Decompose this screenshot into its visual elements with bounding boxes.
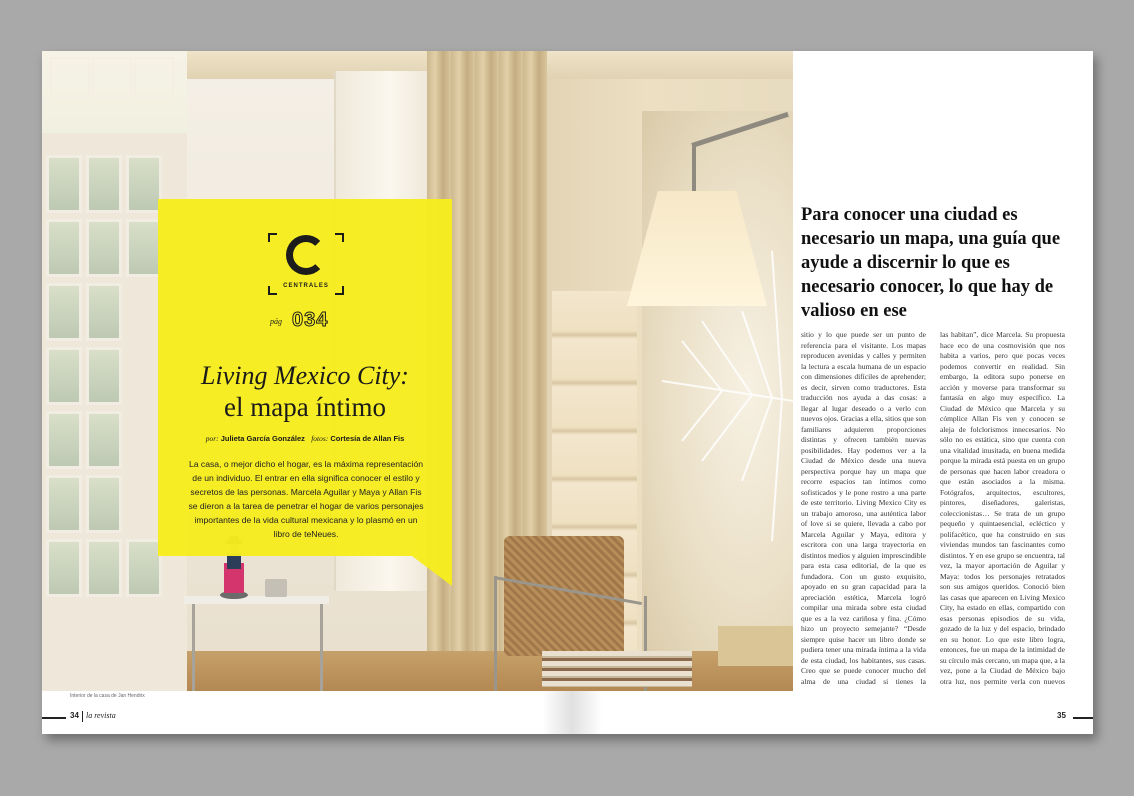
pull-headline: Para conocer una ciudad es necesario un mapa, una guía que ayude a discernir lo que es necesario conocer, lo que hay de valioso en ese — [801, 205, 1061, 321]
section-label: CENTRALES — [283, 283, 329, 289]
page-number-left: 34 — [70, 711, 79, 720]
body-column-2: las habitan”, dice Marcela. Su propuesta hace eco de una cosmovisión que nos habita a varios, pero que pocas veces podemos convertir en realidad. Sin embargo, la editora supo ponerse en acción y moverse para transformar su fantasía en algo muy específico. La Ciudad de México que Marcela y su cómplice Allan Fis ven y conocen se aleja de folclorismos innecesarios. No sólo no es estática, sino que cuenta con una vitalidad inusitada, en buena medida porque la mirada está puesta en un grupo de personas que hacen labor creadora o que están asociados a la misma. Fotógrafos, arquitectos, escultores, pintores, diseñadores, galeristas, coleccionistas… Se trata de un grupo pequeño y quintaesencial, ecléctico y polifacético, que ha construido en sus viviendas mundos tan fascinantes como distintos. Y en ese grupo se encuentra, tal vez, la mayor aportación de Aguilar y Maya: todos los personajes retratados son sus amigos queridos. Conoció bien las casas que aparecen en Living Mexico City, ha estado en ellas, compartido con esas personas episodios de su vida, gozado de la luz y del espacio, brindado en su honor. Lo que este libro logra, entonces, fue un mapa de la intimidad de su círculo más cercano, un mapa que, a la vez, pone a la Ciudad de México bajo otra luz, nos permite verla con nuevos — [940, 330, 1065, 686]
centrales-logo — [268, 233, 344, 295]
magazine-name: la revista — [86, 711, 116, 720]
side-table — [184, 596, 329, 604]
author-name: Julieta García González — [220, 434, 305, 443]
article-title-line2: el mapa íntimo — [224, 392, 386, 422]
footer-left — [42, 711, 542, 725]
photo-caption: Interior de la casa de Jan Hendrix — [70, 693, 145, 699]
c-letter-icon — [286, 235, 326, 275]
body-column-1: sitio y lo que puede ser un punto de referencia para el visitante. Los mapas reproducen avenidas y calles y permiten la lectura a escala humana de un espacio con dimensiones difíciles de aprehender; es decir, sirven como traductores. Esta traducción nos ayuda a das cosas: a llegar al lugar deseado o a verlo con nuevos ojos. Gracias a ella, sitios que son familiares adquieren proporciones distintas y ofrecen también nuevas posibilidades. Hay podemos ver a la Ciudad de México desde una nueva perspectiva porque hay un mapa que recorre espacios tan íntimos como sofisticados y le pone rostro a una parte de este territorio. Living Mexico City es un trabajo amoroso, una auténtica labor of love si se quiere, llevada a cabo por Marcela Aguilar y Maya, editora y escritora con una larga trayectoria en distintos medios y alguien imprescindible para esta casa editorial, de la que es fundadora. Con un gusto exquisito, apoyado en su gran capacidad para la apreciación estética, Marcela logró compilar una mirada sobre esta ciudad que es a la vez cariñosa y fina. ¿Cómo hizo un proyecto semejante? “Desde siempre quise hacer un libro donde se pudiera tener una mirada íntima a la vida de esta ciudad, los habitantes, sus casas. Creo que se puede conocer mucho del alma de una ciudad si tienes la — [801, 330, 926, 686]
small-vase — [265, 579, 287, 597]
magazine-spread — [42, 51, 1093, 734]
photo-credit: Cortesía de Allan Fis — [330, 434, 405, 443]
stool — [718, 626, 793, 666]
article-intro: La casa, o mejor dicho el hogar, es la máxima representación de un individuo. El entrar en ella significa conocer el estilo y secretos de las personas. Marcela Aguilar y Maya y Allan Fis se dieron a la tarea de penetrar el hogar de varios personajes importantes de la vida cultural mexicana y lo plasmó en un libro de teNeues. — [188, 459, 424, 539]
article-intro-box — [158, 199, 452, 556]
article-title-line1: Living Mexico City: — [201, 361, 409, 390]
page-number-right: 35 — [1057, 711, 1066, 720]
book-stack — [542, 651, 692, 687]
byline: por: Julieta García González fotos: Cortesía de Allan Fis — [205, 434, 405, 443]
page-prefix: pág — [270, 317, 282, 326]
page-code: 034 — [292, 309, 329, 331]
